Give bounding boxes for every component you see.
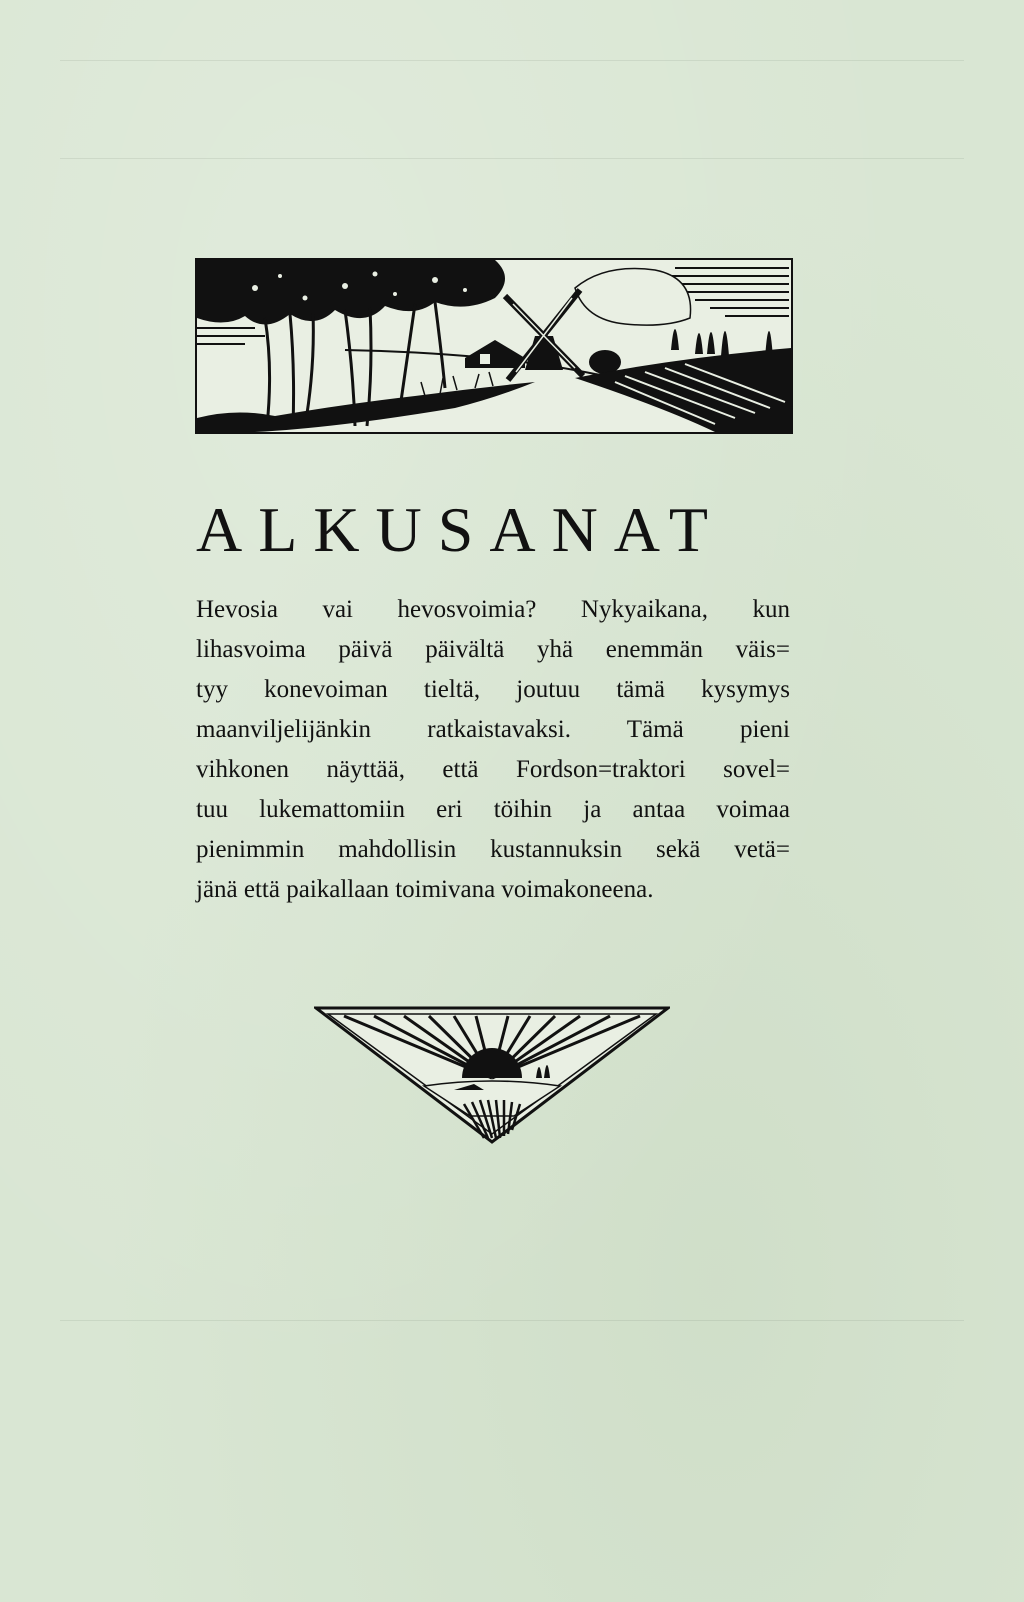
paragraph-line: jänä että paikallaan toimivana voimakoneena. — [196, 876, 654, 903]
page-title: ALKUSANAT — [196, 494, 724, 565]
paragraph-line: pienimmin mahdollisin kustannuksin sekä vetä= — [196, 836, 790, 863]
paragraph-line: vihkonen näyttää, että Fordson=traktori sovel= — [196, 756, 790, 783]
paragraph-line: tuu lukemattomiin eri töihin ja antaa voimaa — [196, 796, 790, 823]
paragraph-line: Hevosia vai hevosvoimia? Nykyaikana, kun — [196, 596, 790, 623]
paragraph-line: maanviljelijänkin ratkaistavaksi. Tämä pieni — [196, 716, 790, 743]
landscape-illustration — [195, 258, 793, 434]
paragraph-line: tyy konevoiman tieltä, joutuu tämä kysymys — [196, 676, 790, 703]
bleed-through-line — [60, 1320, 964, 1321]
sun-ornament — [314, 1006, 670, 1146]
foreword-paragraph — [196, 590, 790, 910]
paragraph-line: lihasvoima päivä päivältä yhä enemmän väis= — [196, 636, 790, 663]
bleed-through-line — [60, 158, 964, 159]
bleed-through-line — [60, 60, 964, 61]
